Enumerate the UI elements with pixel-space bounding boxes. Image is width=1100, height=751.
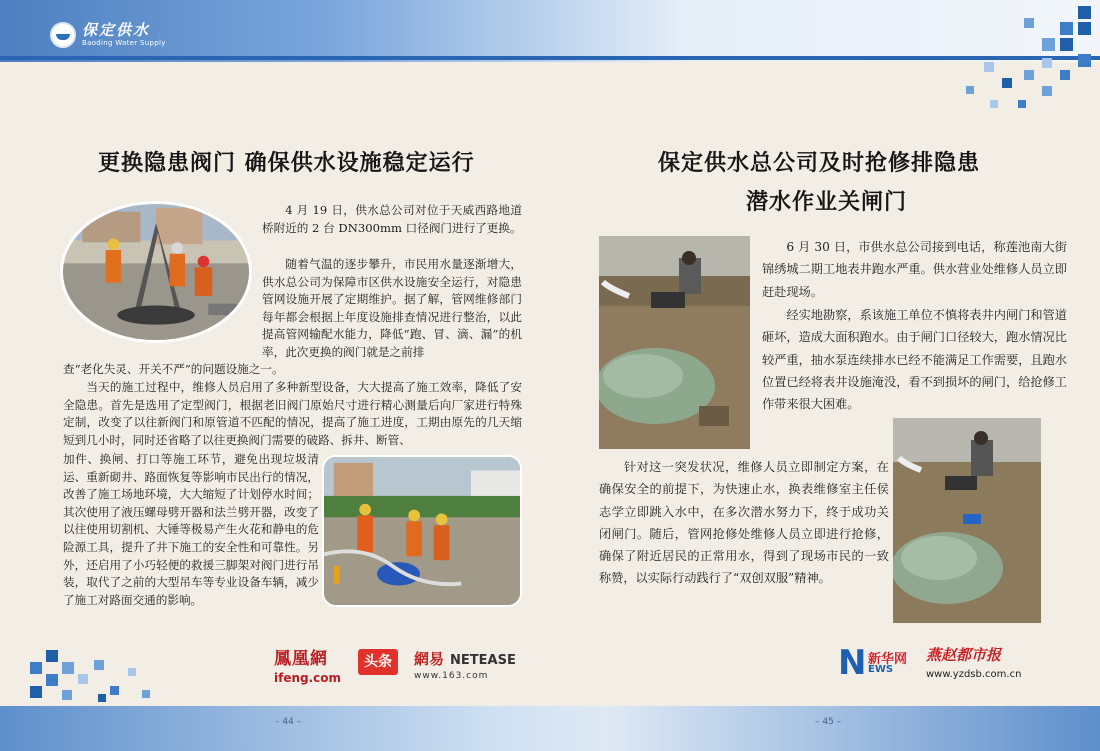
right-paragraph-1: 6 月 30 日，市供水总公司接到电话，称莲池南大街锦绣城二期工地表井跑水严重。供水营业处维修人员立即赶赴现场。: [762, 240, 1067, 299]
logo-chinese-name: 保定供水: [82, 21, 151, 39]
right-article-title-line1: 保定供水总公司及时抢修排隐患: [658, 151, 981, 176]
valve-replacement-photo: [60, 201, 252, 343]
netease-logo: 網易 NETEASE www.163.com: [414, 650, 516, 681]
ifeng-logo: 鳳凰網 ifeng.com: [274, 649, 342, 685]
yanzhao-metropolis-daily-logo: 燕赵都市报 www.yzdsb.com.cn: [926, 646, 1022, 680]
left-paragraph-2: 随着气温的逐步攀升，市民用水量逐渐增大，供水总公司为保障市区供水设施安全运行，对隐患管网设施开展了定期维护。据了解，管网维修部门每年都会根据上年度设施排查情况进行整治，以此提高管网输配水能力，降低“跑、冒、滴、漏”的机率，此次更换的阀门就是之前排: [262, 257, 522, 359]
brand-logo: [50, 22, 166, 48]
right-paragraph-3: 针对这一突发状况，维修人员立即制定方案，在确保安全的前提下，为快速止水，换表维修室主任侯志学立即跳入水中，在多次潜水努力下，终于成功关闭闸门。随后，管网抢修处维修人员立即进行抢修，确保了附近居民的正常用水，得到了现场市民的一致称赞，以实际行动践行了“双创双服”精神。: [599, 460, 889, 586]
header-rule: [0, 56, 1100, 60]
diver-repair-photo: [893, 418, 1041, 623]
right-article-title-line2: 潜水作业关闸门: [746, 190, 908, 215]
toutiao-logo: 头条: [358, 649, 398, 675]
right-page-number: – 45 –: [815, 717, 842, 727]
left-paragraph-2-cont: 查“老化失灵、开关不严”的问题设施之一。: [63, 362, 284, 376]
construction-site-photo: [322, 455, 522, 607]
footer-band: [0, 706, 1100, 751]
water-drop-icon: [50, 22, 76, 48]
left-page-number: – 44 –: [275, 717, 302, 727]
flooded-well-photo: [599, 236, 750, 449]
logo-english-name: Baoding Water Supply: [82, 39, 166, 47]
right-paragraph-2: 经实地勘察，系该施工单位不慎将表井内闸门和管道砸坏，造成大面积跑水。由于闸门口径较大，跑水情况比较严重，抽水泵连续排水已经不能满足工作需要，且跑水位置已经将表井设施淹没，看不到损坏的闸门，给抢修工作带来很大困难。: [762, 308, 1067, 412]
left-paragraph-3-cont: 加件、换闸、打口等施工环节，避免出现垃圾清运、重新砌井、路面恢复等影响市民出行的情况，改善了施工场地环境，大大缩短了计划停水时间；其次使用了液压螺母劈开器和法兰劈开器，改变了以往使用切割机、大锤等极易产生火花和静电的危险源工具，提升了井下施工的安全性和可靠性。另外，还启用了小巧轻便的救援三脚架对阀门进行吊装，取代了之前的大型吊车等专业设备车辆，减少了施工对路面交通的影响。: [63, 452, 319, 607]
left-paragraph-3: 当天的施工过程中，维修人员启用了多种新型设备，大大提高了施工效率，降低了安全隐患。首先是选用了定型阀门，根据老旧阀门原始尺寸进行精心测量后向厂家进行特殊定制，改变了以往新阀门和原管道不匹配的情况，提高了施工进度，工期由原先的几天缩短到几小时，同时还省略了以往更换阀门需要的破路、拆井、断管、: [63, 380, 522, 447]
left-paragraph-1: 4 月 19 日，供水总公司对位于天威西路地道桥附近的 2 台 DN300mm 口径阀门进行了更换。: [262, 203, 522, 235]
left-article-title: 更换隐患阀门 确保供水设施稳定运行: [98, 151, 475, 176]
